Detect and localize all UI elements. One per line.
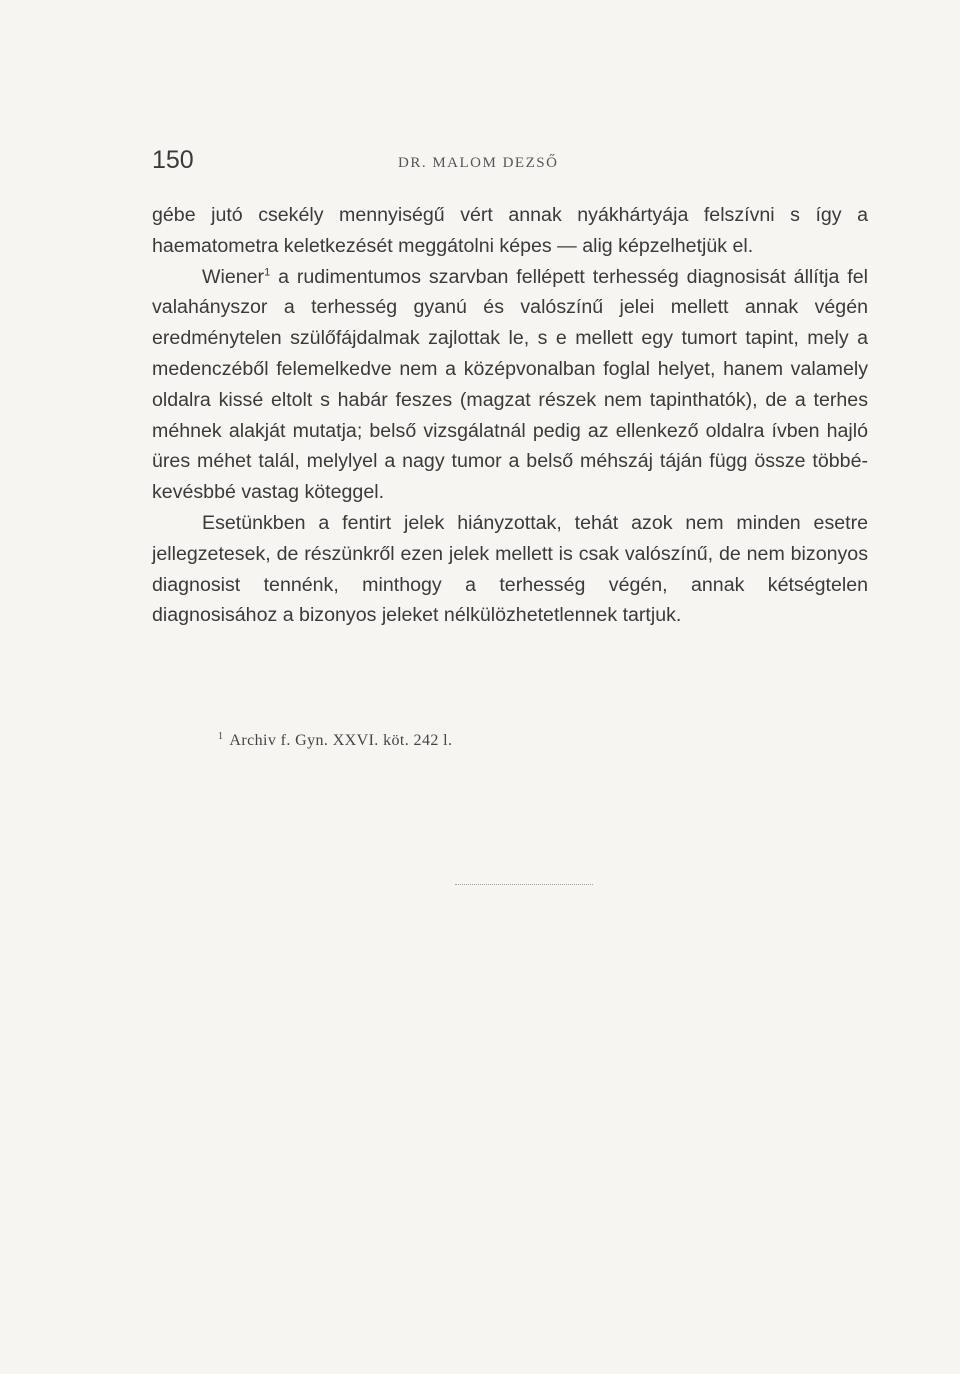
- separator-rule: [455, 884, 593, 885]
- footnote-reference: 1: [264, 266, 271, 279]
- paragraph-conclusion: Esetünkben a fentirt jelek hiányzottak, tehát azok nem minden esetre jellegzetesek, de részünkről ezen jelek mellett is csak valószínű, de nem bizonyos diagnosist tennénk, minthogy a terhesség végén, annak kétségtelen diagnosisához a bizonyos jeleket nélkülözhetetlennek tartjuk.: [152, 511, 868, 627]
- paragraph-text: a rudimentumos szarvban fellépett terhesség diagnosisát állítja fel valahányszor a terhesség gyanú és valószínű jelei mellett annak végén eredménytelen szülőfájdalmak zajlottak le, s e mellett egy tumort tapint, mely a medenczéből felemelkedve nem a középvonalban foglal helyet, hanem valamely oldalra kissé eltolt s habár feszes (magzat részek nem tapinthatók), de a terhes méhnek alakját mutatja; belső vizsgálatnál pedig az ellenkező oldalra ívben hajló üres méhet talál, melylyel a nagy tumor a belső méhszáj táján függ össze többé-kevésbbé vastag köteggel.: [152, 265, 868, 504]
- page-header: [152, 146, 872, 182]
- running-head: DR. MALOM DEZSŐ: [398, 155, 559, 171]
- page-number: 150: [152, 146, 194, 174]
- footnote: [218, 732, 452, 750]
- footnote-mark: 1: [218, 730, 224, 742]
- paragraph-wiener: [152, 262, 868, 508]
- author-name: Wiener: [202, 265, 265, 288]
- footnote-text: Archiv f. Gyn. XXVI. köt. 242 l.: [229, 732, 453, 749]
- body-text: [152, 200, 868, 631]
- paragraph-continuation: gébe jutó csekély mennyiségű vért annak nyákhártyája felszívni s így a haematometra keletkezését meggátolni képes — alig képzelhetjük el.: [152, 204, 868, 257]
